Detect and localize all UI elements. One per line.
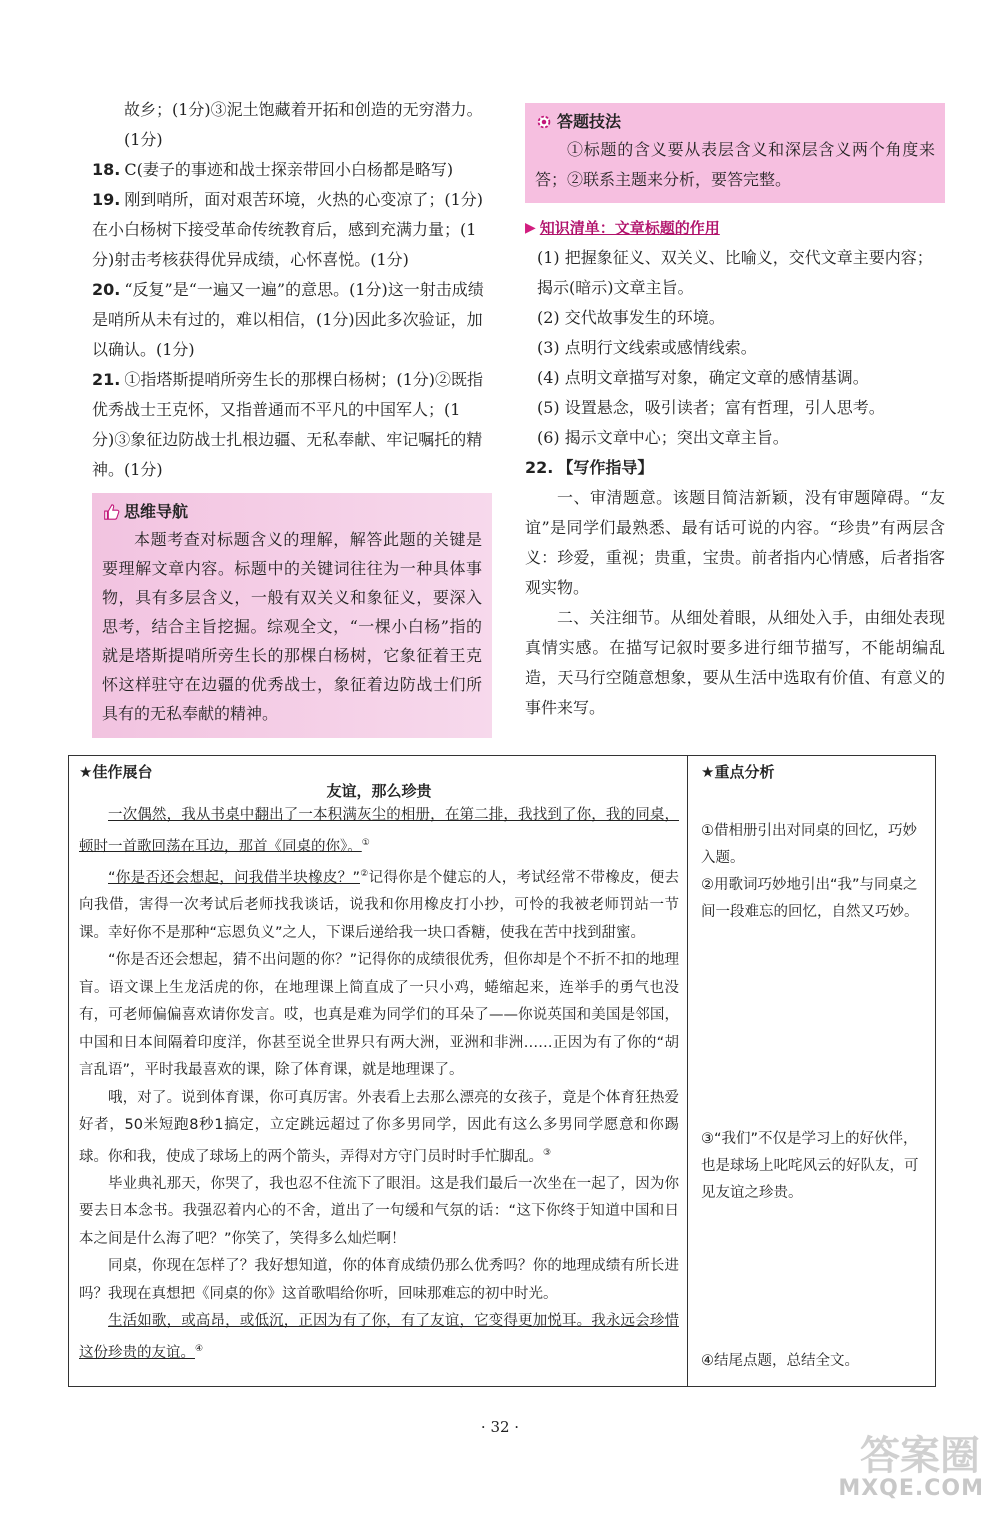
annotation-marker: ④ [195, 1343, 204, 1354]
answer-technique-label: 答题技法 [557, 112, 622, 131]
essay-title: 友谊，那么珍贵 [326, 782, 432, 800]
watermark-big-text: 答案圈 [860, 1433, 980, 1479]
analysis-note-2: ②用歌词巧妙地引出“我”与同桌之间一段难忘的回忆，自然又巧妙。 [701, 877, 919, 920]
essay-paragraph-6: 同桌，你现在怎样了？我好想知道，你的体育成绩仍那么优秀吗？你的地理成绩有所长进吗？我现在真想把《同桌的你》这首歌唱给你听，回味那难忘的初中时光。 [79, 1258, 679, 1302]
item-number: 20. [92, 280, 121, 299]
underlined-text: 生活如歌，或高昂，或低沉，正因为有了你，有了友谊，它变得更加悦耳。我永远会珍惜这份珍贵的友谊。 [79, 1313, 679, 1361]
panel-divider [687, 756, 688, 1386]
knowledge-item: (6) 揭示文章中心；突出文章主旨。 [537, 428, 789, 447]
annotation-marker: ③ [543, 1147, 552, 1158]
watermark-site-text: MXQE.COM [838, 1476, 984, 1501]
knowledge-item: (5) 设置悬念，吸引读者；富有哲理，引人思考。 [537, 398, 885, 417]
thumbs-up-icon [102, 503, 120, 521]
essay-showcase-panel [68, 755, 936, 1387]
answer-item-20 [92, 275, 492, 365]
knowledge-item: (2) 交代故事发生的环境。 [537, 308, 725, 327]
thinking-guide-box [92, 493, 492, 738]
essay-paragraph-1 [79, 802, 679, 861]
paragraph-text: 哦，对了。说到体育课，你可真厉害。外表看上去那么漂亮的女孩子，竟是个体育狂热爱好者，50米短跑8秒1搞定，立定跳远超过了你多男同学，因此有这么多男同学愿意和你踢球。你和我，使成了球场上的两个箭头，弄得对方守门员时时手忙脚乱。 [79, 1089, 679, 1165]
analysis-note-4: ④结尾点题，总结全文。 [701, 1353, 859, 1369]
writing-guide-paragraph: 二、关注细节。从细处着眼，从细处入手，由细处表现真情实感。在描写记叙时要多进行细节描写，不能胡编乱造，天马行空随意想象，要从生活中选取有价值、有意义的事件来写。 [525, 608, 945, 717]
answer-item-19 [92, 185, 492, 275]
page-number: · 32 · [480, 1418, 520, 1436]
essay-paragraph-3: “你是否还会想起，猜不出问题的你？”记得你的成绩很优秀，但你却是个不折不扣的地理盲。语文课上生龙活虎的你，在地理课上简直成了一只小鸡，蜷缩起来，连举手的勇气也没有，可老师偏偏喜欢请你发言。哎，也真是难为同学们的耳朵了——你说英国和美国是邻国，中国和日本间隔着印度洋，你甚至说全世界只有两大洲，亚洲和非洲……正因为有了你的“胡言乱语”，平时我最喜欢的课，除了体育课，就是地理课了。 [79, 952, 679, 1079]
answer-item-21 [92, 365, 492, 485]
knowledge-item: (3) 点明行文线索或感情线索。 [537, 338, 757, 357]
right-column [525, 103, 945, 723]
item-number: 21. [92, 370, 121, 389]
knowledge-item: (4) 点明文章描写对象，确定文章的感情基调。 [537, 368, 869, 387]
thinking-guide-text: 本题考查对标题含义的理解，解答此题的关键是要理解文章内容。标题中的关键词往往为一种具体事物，具有多层含义，一般有双关义和象征义，要深入思考，结合主旨挖掘。综观全文，“一棵小白杨”指的就是塔斯提哨所旁生长的那棵白杨树，它象征着王克怀这样驻守在边疆的优秀战士，象征着边防战士们所具有的无私奉献的精神。 [102, 530, 482, 723]
essay-paragraph-4 [79, 1085, 679, 1171]
underlined-text: “你是否还会想起，问我借半块橡皮？” [108, 869, 360, 886]
gear-icon [535, 113, 553, 131]
paragraph-text: 记得你是个健忘的人，考试经常不带橡皮，便去向我借，害得一次考试后老师找我谈话，说我和你用橡皮打小抄，可怜的我被老师罚站一节课。幸好你不是那种“忘恩负义”之人，下课后递给我一块口香糖，使我在苦中找到甜蜜。 [79, 869, 679, 941]
writing-guide-label: 【写作指导】 [557, 458, 654, 477]
knowledge-item: (1) 把握象征义、双关义、比喻义，交代文章主要内容；揭示(暗示)文章主旨。 [537, 248, 933, 297]
analysis-note-1: ①借相册引出对同桌的回忆，巧妙入题。 [701, 823, 917, 866]
answer-technique-box [525, 103, 945, 203]
left-column [92, 95, 492, 738]
item-number: 22. [525, 458, 554, 477]
item-text: 刚到哨所，面对艰苦环境，火热的心变凉了；(1分)在小白杨树下接受革命传统教育后，感到充满力量；(1分)射击考核获得优异成绩，心怀喜悦。(1分) [92, 190, 484, 269]
answer-technique-text: ①标题的含义要从表层含义和深层含义两个角度来答；②联系主题来分析，要答完整。 [535, 140, 935, 189]
intro-line-2: (1分) [124, 130, 163, 149]
item-text: “反复”是“一遍又一遍”的意思。(1分)这一射击成绩是哨所从未有过的，难以相信，(1分)因此多次验证，加以确认。(1分) [92, 280, 484, 359]
essay-paragraph-2 [79, 861, 679, 947]
knowledge-list-title: 知识清单：文章标题的作用 [539, 219, 720, 237]
item-number: 18. [92, 160, 121, 179]
intro-line-1: 故乡；(1分)③泥土饱藏着开拓和创造的无穷潜力。 [124, 100, 483, 119]
essay-section [69, 756, 687, 1386]
annotation-marker: ② [360, 868, 369, 879]
item-text: ①指塔斯提哨所旁生长的那棵白杨树；(1分)②既指优秀战士王克怀，又指普通而不平凡的中国军人；(1分)③象征边防战士扎根边疆、无私奉献、牢记嘱托的精神。(1分) [92, 370, 484, 479]
analysis-note-3: ③“我们”不仅是学习上的好伙伴，也是球场上叱咤风云的好队友，可见友谊之珍贵。 [701, 1131, 919, 1201]
analysis-section-header: ★重点分析 [701, 763, 775, 781]
watermark-logo [830, 1420, 990, 1510]
thinking-guide-label: 思维导航 [124, 502, 189, 521]
answer-technique-title [535, 109, 935, 135]
answer-item-18 [92, 155, 492, 185]
item-number: 19. [92, 190, 121, 209]
knowledge-list-heading [525, 213, 945, 243]
annotation-marker: ① [361, 837, 370, 848]
analysis-section [689, 756, 935, 1386]
underlined-text: 一次偶然，我从书桌中翻出了一本积满灰尘的相册，在第二排，我找到了你，我的同桌，顿时一首歌回荡在耳边，那首《同桌的你》。 [79, 807, 679, 855]
essay-paragraph-5: 毕业典礼那天，你哭了，我也忍不住流下了眼泪。这是我们最后一次坐在一起了，因为你要去日本念书。我强忍着内心的不舍，道出了一句缓和气氛的话：“这下你终于知道中国和日本之间是什么海了吧？”你笑了，笑得多么灿烂啊！ [79, 1175, 679, 1247]
essay-paragraph-7 [79, 1308, 679, 1367]
item-text: C(妻子的事迹和战士探亲带回小白杨都是略写) [124, 160, 454, 179]
writing-guide-heading [525, 453, 945, 483]
writing-guide-paragraph: 一、审清题意。该题目简洁新颖，没有审题障碍。“友谊”是同学们最熟悉、最有话可说的内容。“珍贵”有两层含义：珍爱，重视；贵重，宝贵。前者指内心情感，后者指客观实物。 [525, 488, 945, 597]
essay-section-header: ★佳作展台 [79, 763, 153, 781]
thinking-guide-title [102, 499, 482, 525]
arrow-right-icon: ▶ [525, 220, 536, 236]
